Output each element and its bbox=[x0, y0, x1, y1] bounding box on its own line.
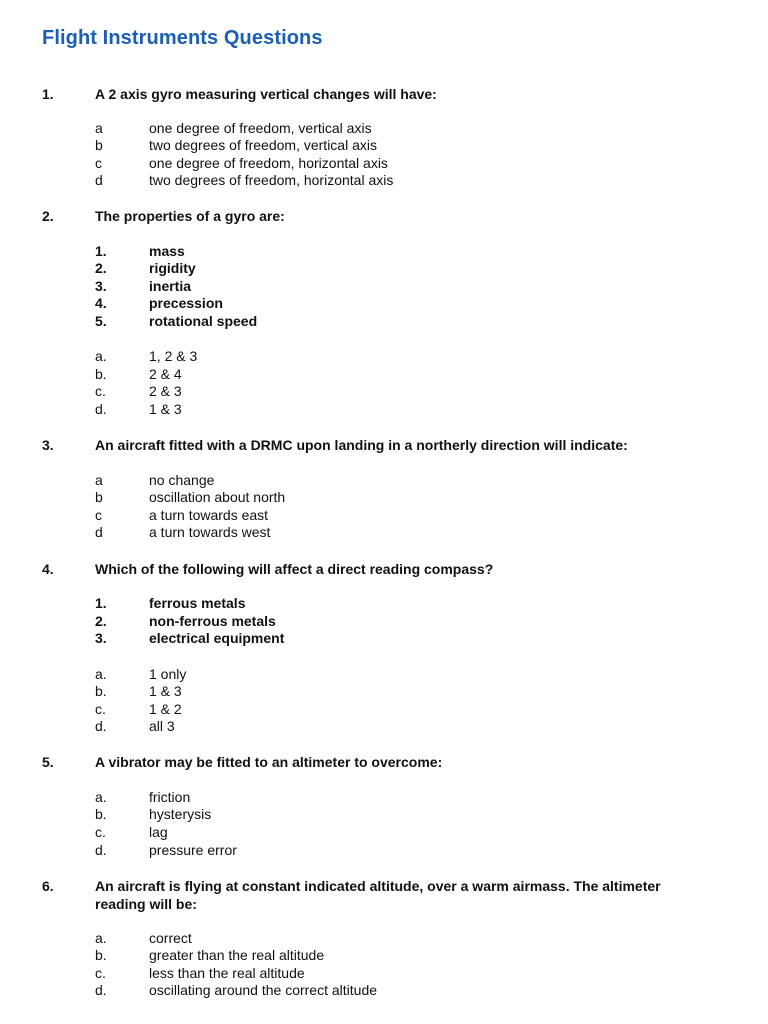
factor-text: non-ferrous metals bbox=[149, 613, 276, 629]
option-label: d. bbox=[95, 718, 107, 734]
option-text: 1 & 2 bbox=[149, 701, 182, 717]
option-text: one degree of freedom, horizontal axis bbox=[149, 155, 388, 171]
option-label: c. bbox=[95, 383, 106, 399]
option-label: a bbox=[95, 120, 103, 136]
option-text: a turn towards west bbox=[149, 524, 271, 540]
property-text: rotational speed bbox=[149, 313, 258, 329]
question-number: 5. bbox=[42, 754, 54, 770]
option-label: a. bbox=[95, 348, 107, 364]
option-text: 1 & 3 bbox=[149, 683, 182, 699]
property-text: inertia bbox=[149, 278, 192, 294]
option-label: c. bbox=[95, 965, 106, 981]
option-label: c. bbox=[95, 824, 106, 840]
option-text: one degree of freedom, vertical axis bbox=[149, 120, 372, 136]
option-text: a turn towards east bbox=[149, 507, 269, 523]
option-text: 1 & 3 bbox=[149, 401, 182, 417]
option-label: d. bbox=[95, 982, 107, 998]
question-number: 6. bbox=[42, 878, 54, 894]
property-label: 2. bbox=[95, 260, 107, 276]
property-text: mass bbox=[149, 243, 185, 259]
question-number: 1. bbox=[42, 86, 54, 102]
option-label: b. bbox=[95, 366, 107, 382]
option-text: hysterysis bbox=[149, 806, 212, 822]
question-text: An aircraft fitted with a DRMC upon landing in a northerly direction will indicate: bbox=[95, 437, 628, 453]
question-text: A 2 axis gyro measuring vertical changes will have: bbox=[95, 86, 437, 102]
option-label: b. bbox=[95, 806, 107, 822]
option-label: d. bbox=[95, 842, 107, 858]
question-number: 2. bbox=[42, 208, 54, 224]
option-text: oscillation about north bbox=[149, 489, 286, 505]
factor-text: ferrous metals bbox=[149, 595, 246, 611]
option-text: 1 only bbox=[149, 666, 187, 682]
option-label: a. bbox=[95, 666, 107, 682]
option-text: friction bbox=[149, 789, 191, 805]
option-text: correct bbox=[149, 930, 192, 946]
question-text: An aircraft is flying at constant indicated altitude, over a warm airmass. The altimeter reading will be: bbox=[95, 878, 661, 912]
property-label: 1. bbox=[95, 243, 107, 259]
option-label: b. bbox=[95, 683, 107, 699]
property-text: rigidity bbox=[149, 260, 196, 276]
option-label: b bbox=[95, 137, 103, 153]
factor-label: 3. bbox=[95, 630, 107, 646]
question-text: Which of the following will affect a direct reading compass? bbox=[95, 561, 494, 577]
option-text: lag bbox=[149, 824, 168, 840]
question-number: 3. bbox=[42, 437, 54, 453]
question-text: The properties of a gyro are: bbox=[95, 208, 285, 224]
option-text: oscillating around the correct altitude bbox=[149, 982, 378, 998]
option-label: c. bbox=[95, 701, 106, 717]
option-label: a. bbox=[95, 789, 107, 805]
option-label: b bbox=[95, 489, 103, 505]
property-label: 3. bbox=[95, 278, 107, 294]
option-text: 2 & 3 bbox=[149, 383, 182, 399]
factor-text: electrical equipment bbox=[149, 630, 285, 646]
factor-label: 2. bbox=[95, 613, 107, 629]
property-label: 4. bbox=[95, 295, 107, 311]
option-text: 2 & 4 bbox=[149, 366, 182, 382]
page-title: Flight Instruments Questions bbox=[42, 27, 323, 49]
option-label: d bbox=[95, 172, 103, 188]
property-label: 5. bbox=[95, 313, 107, 329]
option-text: two degrees of freedom, horizontal axis bbox=[149, 172, 394, 188]
factor-label: 1. bbox=[95, 595, 107, 611]
option-text: no change bbox=[149, 472, 215, 488]
option-label: a. bbox=[95, 930, 107, 946]
option-text: two degrees of freedom, vertical axis bbox=[149, 137, 377, 153]
option-text: greater than the real altitude bbox=[149, 947, 325, 963]
option-label: b. bbox=[95, 947, 107, 963]
option-text: less than the real altitude bbox=[149, 965, 305, 981]
option-text: pressure error bbox=[149, 842, 237, 858]
option-label: c bbox=[95, 507, 102, 523]
property-text: precession bbox=[149, 295, 223, 311]
option-label: a bbox=[95, 472, 103, 488]
option-label: d bbox=[95, 524, 103, 540]
option-label: d. bbox=[95, 401, 107, 417]
question-text: A vibrator may be fitted to an altimeter to overcome: bbox=[95, 754, 443, 770]
option-label: c bbox=[95, 155, 102, 171]
option-text: all 3 bbox=[149, 718, 175, 734]
question-number: 4. bbox=[42, 561, 54, 577]
option-text: 1, 2 & 3 bbox=[149, 348, 198, 364]
